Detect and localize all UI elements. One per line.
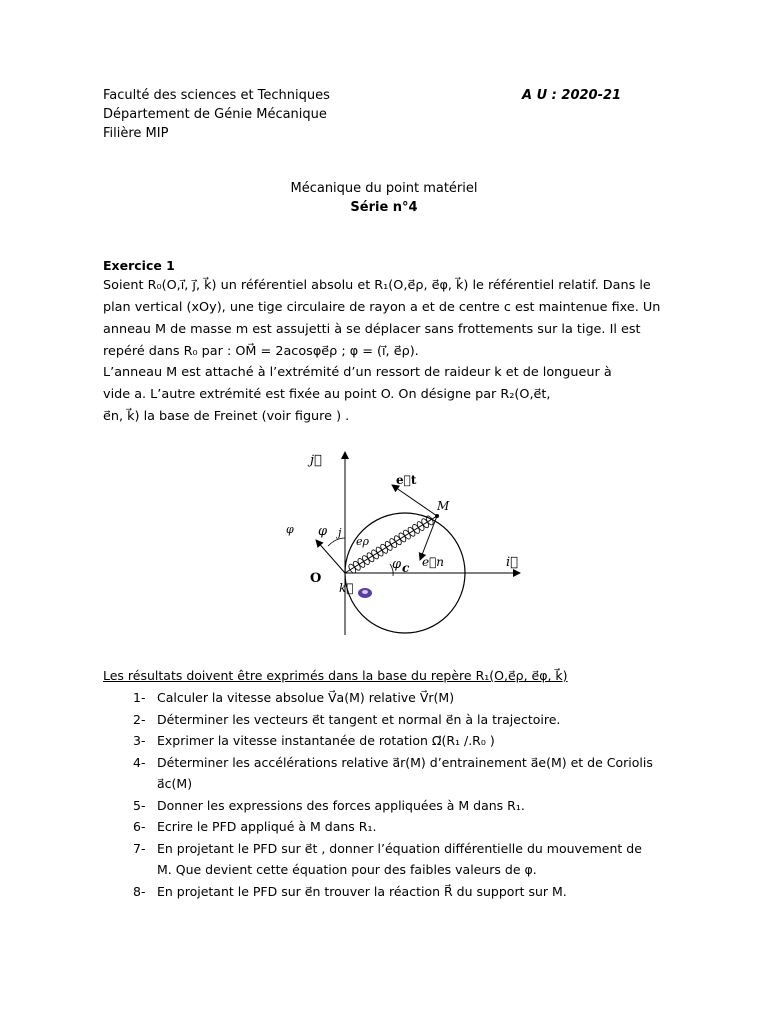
paragraph-line: vide a. L’autre extrémité est fixée au point O. On désigne par R₂(O,e⃗t, (103, 387, 551, 402)
question-item: 7- En projetant le PFD sur e⃗t , donner l’équation différentielle du mouvement de (133, 840, 642, 856)
paragraph-line: L’anneau M est attaché à l’extrémité d’un ressort de raideur k et de longueur à (103, 365, 612, 380)
label-j-axis: j⃗ (310, 453, 322, 468)
question-item: a⃗c(M) (157, 776, 193, 791)
phi-arc-left (328, 538, 345, 546)
label-et: e⃗t (396, 473, 417, 487)
department-name: Département de Génie Mécanique (103, 107, 327, 122)
et-vector (392, 485, 437, 516)
label-phi-left: φ (286, 523, 294, 536)
exercise-paragraph-2 (103, 362, 663, 428)
filiere-name: Filière MIP (103, 126, 169, 141)
questions-intro: Les résultats doivent être exprimés dans la base du repère R₁(O,e⃗ρ, e⃗φ, k⃗) (103, 668, 568, 683)
label-k: k⃗ (339, 581, 354, 595)
label-M: M (437, 499, 450, 513)
label-c: c (402, 561, 410, 575)
paragraph-line: anneau M de masse m est assujetti à se déplacer sans frottements sur la tige. Il est (103, 322, 641, 337)
label-j-small: j (338, 526, 342, 539)
course-title: Mécanique du point matériel (290, 181, 478, 196)
mechanics-figure (270, 440, 530, 645)
question-item: 6- Ecrire le PFD appliqué à M dans R₁. (133, 819, 377, 834)
e-phi-vector (316, 540, 345, 573)
academic-year: A U : 2020-21 (522, 88, 622, 103)
question-item: 1- Calculer la vitesse absolue V⃗a(M) relative V⃗r(M) (133, 690, 455, 705)
question-item: 3- Exprimer la vitesse instantanée de rotation Ω⃗(R₁ /.R₀ ) (133, 733, 495, 748)
faculty-name: Faculté des sciences et Techniques (103, 88, 330, 103)
label-en: e⃗n (422, 555, 445, 569)
paragraph-line: Soient R₀(O,i⃗, j⃗, k⃗) un référentiel absolu et R₁(O,e⃗ρ, e⃗φ, k⃗) le référentiel relatif. Dans le (103, 278, 651, 293)
paragraph-line: e⃗n, k⃗) la base de Freinet (voir figure ) . (103, 409, 350, 424)
header-institution (103, 86, 330, 143)
serie-title: Série n°4 (350, 200, 418, 215)
question-item: M. Que devient cette équation pour des faibles valeurs de φ. (157, 862, 537, 877)
purple-dot-icon (358, 588, 372, 598)
label-O: O (310, 571, 322, 586)
question-item: 5- Donner les expressions des forces appliquées à M dans R₁. (133, 797, 525, 813)
question-item: 8- En projetant le PFD sur e⃗n trouver la réaction R⃗ du support sur M. (133, 883, 567, 899)
label-i-axis: i⃗ (506, 555, 518, 570)
questions-list (133, 687, 673, 902)
question-item: 4- Déterminer les accélérations relative a⃗r(M) d’entrainement a⃗e(M) et de Coriolis (133, 754, 653, 770)
paragraph-line: repéré dans R₀ par : OM⃗ = 2acosφe⃗ρ ; φ = (i⃗, e⃗ρ). (103, 344, 419, 359)
label-phi-c: φ (392, 557, 402, 572)
question-item: 2- Déterminer les vecteurs e⃗t tangent et normal e⃗n à la trajectoire. (133, 711, 561, 727)
exercise-paragraph-1 (103, 275, 663, 363)
ring-M (435, 514, 439, 518)
exercise-title: Exercice 1 (103, 258, 175, 273)
label-e-rho: eρ (356, 535, 369, 548)
paragraph-line: plan vertical (xOy), une tige circulaire de rayon a et de centre c est maintenue fixe. Un (103, 300, 661, 315)
label-phi: φ (318, 524, 328, 539)
